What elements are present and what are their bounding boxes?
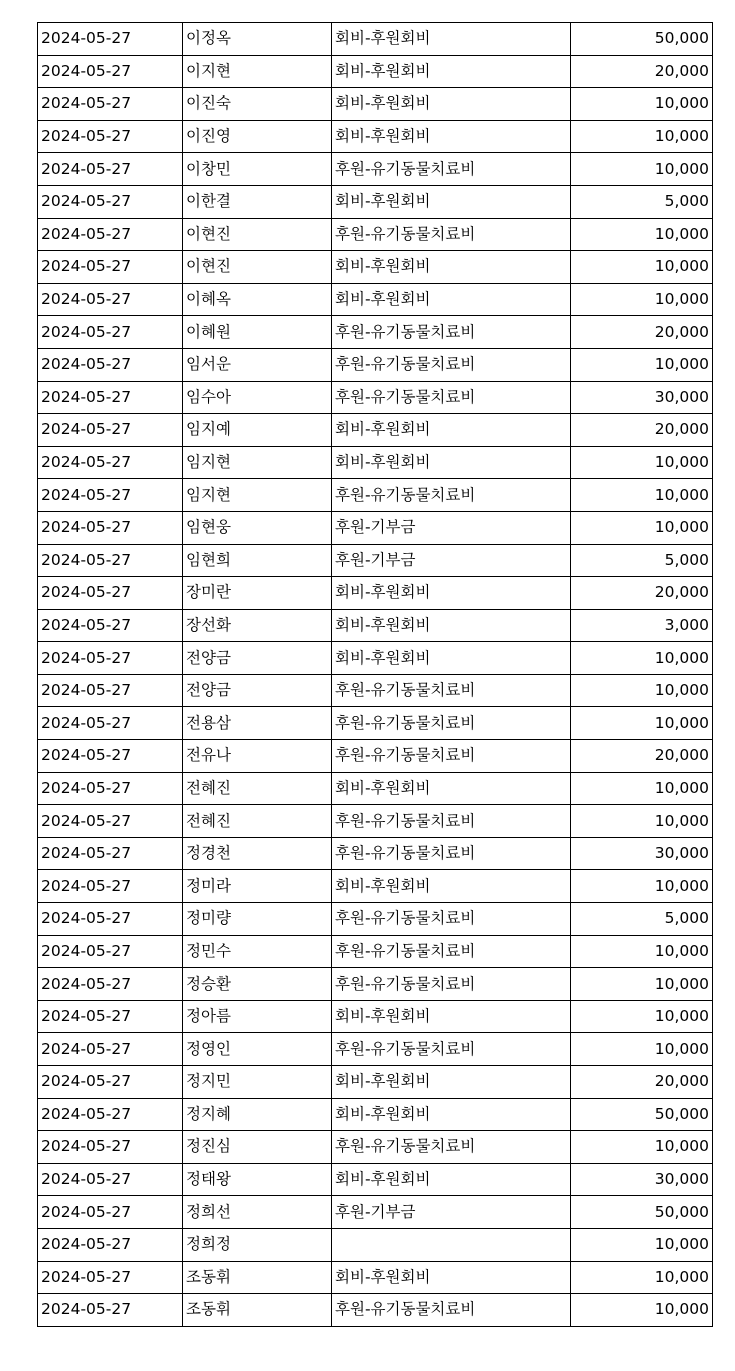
category-cell: 후원-유기동물치료비: [332, 316, 571, 349]
table-row: [38, 609, 713, 642]
date-cell: 2024-05-27: [38, 1196, 183, 1229]
amount-cell: 20,000: [571, 577, 713, 610]
donor-name-cell: 정미라: [183, 870, 332, 903]
amount-cell: 10,000: [571, 968, 713, 1001]
amount-cell: 50,000: [571, 1098, 713, 1131]
date-cell: 2024-05-27: [38, 251, 183, 284]
date-cell: 2024-05-27: [38, 414, 183, 447]
date-cell: 2024-05-27: [38, 218, 183, 251]
table-row: [38, 805, 713, 838]
table-row: [38, 316, 713, 349]
date-cell: 2024-05-27: [38, 544, 183, 577]
amount-cell: 10,000: [571, 1261, 713, 1294]
table-row: [38, 218, 713, 251]
amount-cell: 10,000: [571, 153, 713, 186]
donor-name-cell: 전혜진: [183, 805, 332, 838]
category-cell: 후원-유기동물치료비: [332, 805, 571, 838]
category-cell: 후원-기부금: [332, 511, 571, 544]
amount-cell: 10,000: [571, 870, 713, 903]
amount-cell: 20,000: [571, 414, 713, 447]
table-row: [38, 935, 713, 968]
amount-cell: 10,000: [571, 479, 713, 512]
category-cell: 회비-후원회비: [332, 414, 571, 447]
category-cell: [332, 1228, 571, 1261]
category-cell: 후원-기부금: [332, 1196, 571, 1229]
donor-name-cell: 조동휘: [183, 1261, 332, 1294]
donor-name-cell: 정지민: [183, 1066, 332, 1099]
table-row: [38, 642, 713, 675]
table-row: [38, 903, 713, 936]
amount-cell: 10,000: [571, 120, 713, 153]
category-cell: 후원-유기동물치료비: [332, 707, 571, 740]
date-cell: 2024-05-27: [38, 870, 183, 903]
category-cell: 후원-유기동물치료비: [332, 1033, 571, 1066]
category-cell: 회비-후원회비: [332, 55, 571, 88]
donor-name-cell: 전혜진: [183, 772, 332, 805]
category-cell: 회비-후원회비: [332, 446, 571, 479]
amount-cell: 10,000: [571, 348, 713, 381]
category-cell: 후원-유기동물치료비: [332, 218, 571, 251]
amount-cell: 20,000: [571, 316, 713, 349]
date-cell: 2024-05-27: [38, 446, 183, 479]
amount-cell: 10,000: [571, 674, 713, 707]
date-cell: 2024-05-27: [38, 511, 183, 544]
category-cell: 후원-유기동물치료비: [332, 903, 571, 936]
date-cell: 2024-05-27: [38, 935, 183, 968]
amount-cell: 10,000: [571, 283, 713, 316]
category-cell: 후원-유기동물치료비: [332, 1131, 571, 1164]
date-cell: 2024-05-27: [38, 316, 183, 349]
table-row: [38, 348, 713, 381]
date-cell: 2024-05-27: [38, 88, 183, 121]
date-cell: 2024-05-27: [38, 1131, 183, 1164]
table-row: [38, 1098, 713, 1131]
amount-cell: 5,000: [571, 903, 713, 936]
category-cell: 회비-후원회비: [332, 88, 571, 121]
amount-cell: 10,000: [571, 88, 713, 121]
category-cell: 회비-후원회비: [332, 185, 571, 218]
donor-name-cell: 정경천: [183, 837, 332, 870]
amount-cell: 10,000: [571, 642, 713, 675]
donor-name-cell: 이창민: [183, 153, 332, 186]
donor-name-cell: 이한결: [183, 185, 332, 218]
donor-name-cell: 정승환: [183, 968, 332, 1001]
date-cell: 2024-05-27: [38, 185, 183, 218]
donor-name-cell: 이혜원: [183, 316, 332, 349]
date-cell: 2024-05-27: [38, 55, 183, 88]
category-cell: 후원-유기동물치료비: [332, 348, 571, 381]
category-cell: 후원-유기동물치료비: [332, 935, 571, 968]
amount-cell: 10,000: [571, 218, 713, 251]
amount-cell: 10,000: [571, 707, 713, 740]
donor-name-cell: 전유나: [183, 740, 332, 773]
date-cell: 2024-05-27: [38, 577, 183, 610]
donor-name-cell: 임지현: [183, 479, 332, 512]
table-row: [38, 740, 713, 773]
donor-name-cell: 이지현: [183, 55, 332, 88]
date-cell: 2024-05-27: [38, 479, 183, 512]
ledger-body: [38, 23, 713, 1327]
amount-cell: 30,000: [571, 837, 713, 870]
table-row: [38, 772, 713, 805]
donor-name-cell: 조동휘: [183, 1294, 332, 1327]
table-row: [38, 544, 713, 577]
amount-cell: 20,000: [571, 1066, 713, 1099]
date-cell: 2024-05-27: [38, 642, 183, 675]
date-cell: 2024-05-27: [38, 120, 183, 153]
table-row: [38, 1196, 713, 1229]
table-row: [38, 577, 713, 610]
amount-cell: 30,000: [571, 1163, 713, 1196]
donor-name-cell: 이정옥: [183, 23, 332, 56]
date-cell: 2024-05-27: [38, 153, 183, 186]
amount-cell: 10,000: [571, 805, 713, 838]
category-cell: 회비-후원회비: [332, 870, 571, 903]
category-cell: 회비-후원회비: [332, 642, 571, 675]
donor-name-cell: 임현웅: [183, 511, 332, 544]
table-row: [38, 283, 713, 316]
donor-name-cell: 정미량: [183, 903, 332, 936]
table-row: [38, 707, 713, 740]
table-row: [38, 968, 713, 1001]
table-row: [38, 381, 713, 414]
category-cell: 회비-후원회비: [332, 23, 571, 56]
table-row: [38, 446, 713, 479]
date-cell: 2024-05-27: [38, 707, 183, 740]
table-row: [38, 414, 713, 447]
donor-name-cell: 전양금: [183, 642, 332, 675]
category-cell: 후원-유기동물치료비: [332, 1294, 571, 1327]
date-cell: 2024-05-27: [38, 283, 183, 316]
donor-name-cell: 전양금: [183, 674, 332, 707]
amount-cell: 10,000: [571, 1033, 713, 1066]
date-cell: 2024-05-27: [38, 1261, 183, 1294]
category-cell: 회비-후원회비: [332, 1261, 571, 1294]
date-cell: 2024-05-27: [38, 1228, 183, 1261]
donor-name-cell: 정희정: [183, 1228, 332, 1261]
category-cell: 후원-유기동물치료비: [332, 381, 571, 414]
category-cell: 회비-후원회비: [332, 1000, 571, 1033]
date-cell: 2024-05-27: [38, 381, 183, 414]
date-cell: 2024-05-27: [38, 740, 183, 773]
amount-cell: 10,000: [571, 935, 713, 968]
donor-name-cell: 전용삼: [183, 707, 332, 740]
table-row: [38, 1294, 713, 1327]
donor-name-cell: 정민수: [183, 935, 332, 968]
date-cell: 2024-05-27: [38, 1066, 183, 1099]
category-cell: 후원-유기동물치료비: [332, 968, 571, 1001]
donor-name-cell: 이혜옥: [183, 283, 332, 316]
date-cell: 2024-05-27: [38, 968, 183, 1001]
date-cell: 2024-05-27: [38, 609, 183, 642]
donor-name-cell: 임수아: [183, 381, 332, 414]
category-cell: 회비-후원회비: [332, 1066, 571, 1099]
date-cell: 2024-05-27: [38, 1163, 183, 1196]
category-cell: 회비-후원회비: [332, 251, 571, 284]
date-cell: 2024-05-27: [38, 837, 183, 870]
donor-name-cell: 이현진: [183, 251, 332, 284]
amount-cell: 3,000: [571, 609, 713, 642]
amount-cell: 10,000: [571, 772, 713, 805]
amount-cell: 20,000: [571, 740, 713, 773]
amount-cell: 10,000: [571, 1000, 713, 1033]
category-cell: 회비-후원회비: [332, 283, 571, 316]
table-row: [38, 870, 713, 903]
category-cell: 회비-후원회비: [332, 1098, 571, 1131]
table-row: [38, 88, 713, 121]
amount-cell: 30,000: [571, 381, 713, 414]
donor-name-cell: 장선화: [183, 609, 332, 642]
donor-name-cell: 임서운: [183, 348, 332, 381]
amount-cell: 10,000: [571, 1228, 713, 1261]
donor-name-cell: 장미란: [183, 577, 332, 610]
table-row: [38, 251, 713, 284]
donor-name-cell: 정아름: [183, 1000, 332, 1033]
table-row: [38, 55, 713, 88]
donor-name-cell: 임현희: [183, 544, 332, 577]
amount-cell: 10,000: [571, 251, 713, 284]
date-cell: 2024-05-27: [38, 772, 183, 805]
amount-cell: 5,000: [571, 544, 713, 577]
amount-cell: 50,000: [571, 1196, 713, 1229]
category-cell: 회비-후원회비: [332, 609, 571, 642]
donor-name-cell: 이진영: [183, 120, 332, 153]
category-cell: 후원-유기동물치료비: [332, 837, 571, 870]
table-row: [38, 1228, 713, 1261]
table-row: [38, 153, 713, 186]
category-cell: 회비-후원회비: [332, 772, 571, 805]
date-cell: 2024-05-27: [38, 23, 183, 56]
table-row: [38, 1261, 713, 1294]
table-row: [38, 23, 713, 56]
date-cell: 2024-05-27: [38, 1033, 183, 1066]
donor-name-cell: 정진심: [183, 1131, 332, 1164]
donation-ledger-table: [37, 22, 713, 1327]
table-row: [38, 185, 713, 218]
category-cell: 후원-유기동물치료비: [332, 740, 571, 773]
table-row: [38, 837, 713, 870]
amount-cell: 20,000: [571, 55, 713, 88]
table-row: [38, 1033, 713, 1066]
date-cell: 2024-05-27: [38, 674, 183, 707]
table-row: [38, 479, 713, 512]
date-cell: 2024-05-27: [38, 1000, 183, 1033]
table-row: [38, 511, 713, 544]
category-cell: 후원-유기동물치료비: [332, 479, 571, 512]
donor-name-cell: 정영인: [183, 1033, 332, 1066]
amount-cell: 50,000: [571, 23, 713, 56]
category-cell: 후원-유기동물치료비: [332, 153, 571, 186]
donor-name-cell: 이현진: [183, 218, 332, 251]
amount-cell: 10,000: [571, 446, 713, 479]
table-row: [38, 674, 713, 707]
category-cell: 후원-기부금: [332, 544, 571, 577]
table-row: [38, 120, 713, 153]
donor-name-cell: 임지현: [183, 446, 332, 479]
date-cell: 2024-05-27: [38, 1098, 183, 1131]
table-row: [38, 1131, 713, 1164]
table-row: [38, 1066, 713, 1099]
date-cell: 2024-05-27: [38, 348, 183, 381]
date-cell: 2024-05-27: [38, 1294, 183, 1327]
amount-cell: 10,000: [571, 511, 713, 544]
category-cell: 회비-후원회비: [332, 120, 571, 153]
donor-name-cell: 정지혜: [183, 1098, 332, 1131]
date-cell: 2024-05-27: [38, 903, 183, 936]
category-cell: 후원-유기동물치료비: [332, 674, 571, 707]
donor-name-cell: 임지예: [183, 414, 332, 447]
donor-name-cell: 이진숙: [183, 88, 332, 121]
amount-cell: 10,000: [571, 1294, 713, 1327]
table-row: [38, 1163, 713, 1196]
category-cell: 회비-후원회비: [332, 1163, 571, 1196]
amount-cell: 10,000: [571, 1131, 713, 1164]
donor-name-cell: 정희선: [183, 1196, 332, 1229]
table-row: [38, 1000, 713, 1033]
category-cell: 회비-후원회비: [332, 577, 571, 610]
date-cell: 2024-05-27: [38, 805, 183, 838]
donor-name-cell: 정태왕: [183, 1163, 332, 1196]
amount-cell: 5,000: [571, 185, 713, 218]
